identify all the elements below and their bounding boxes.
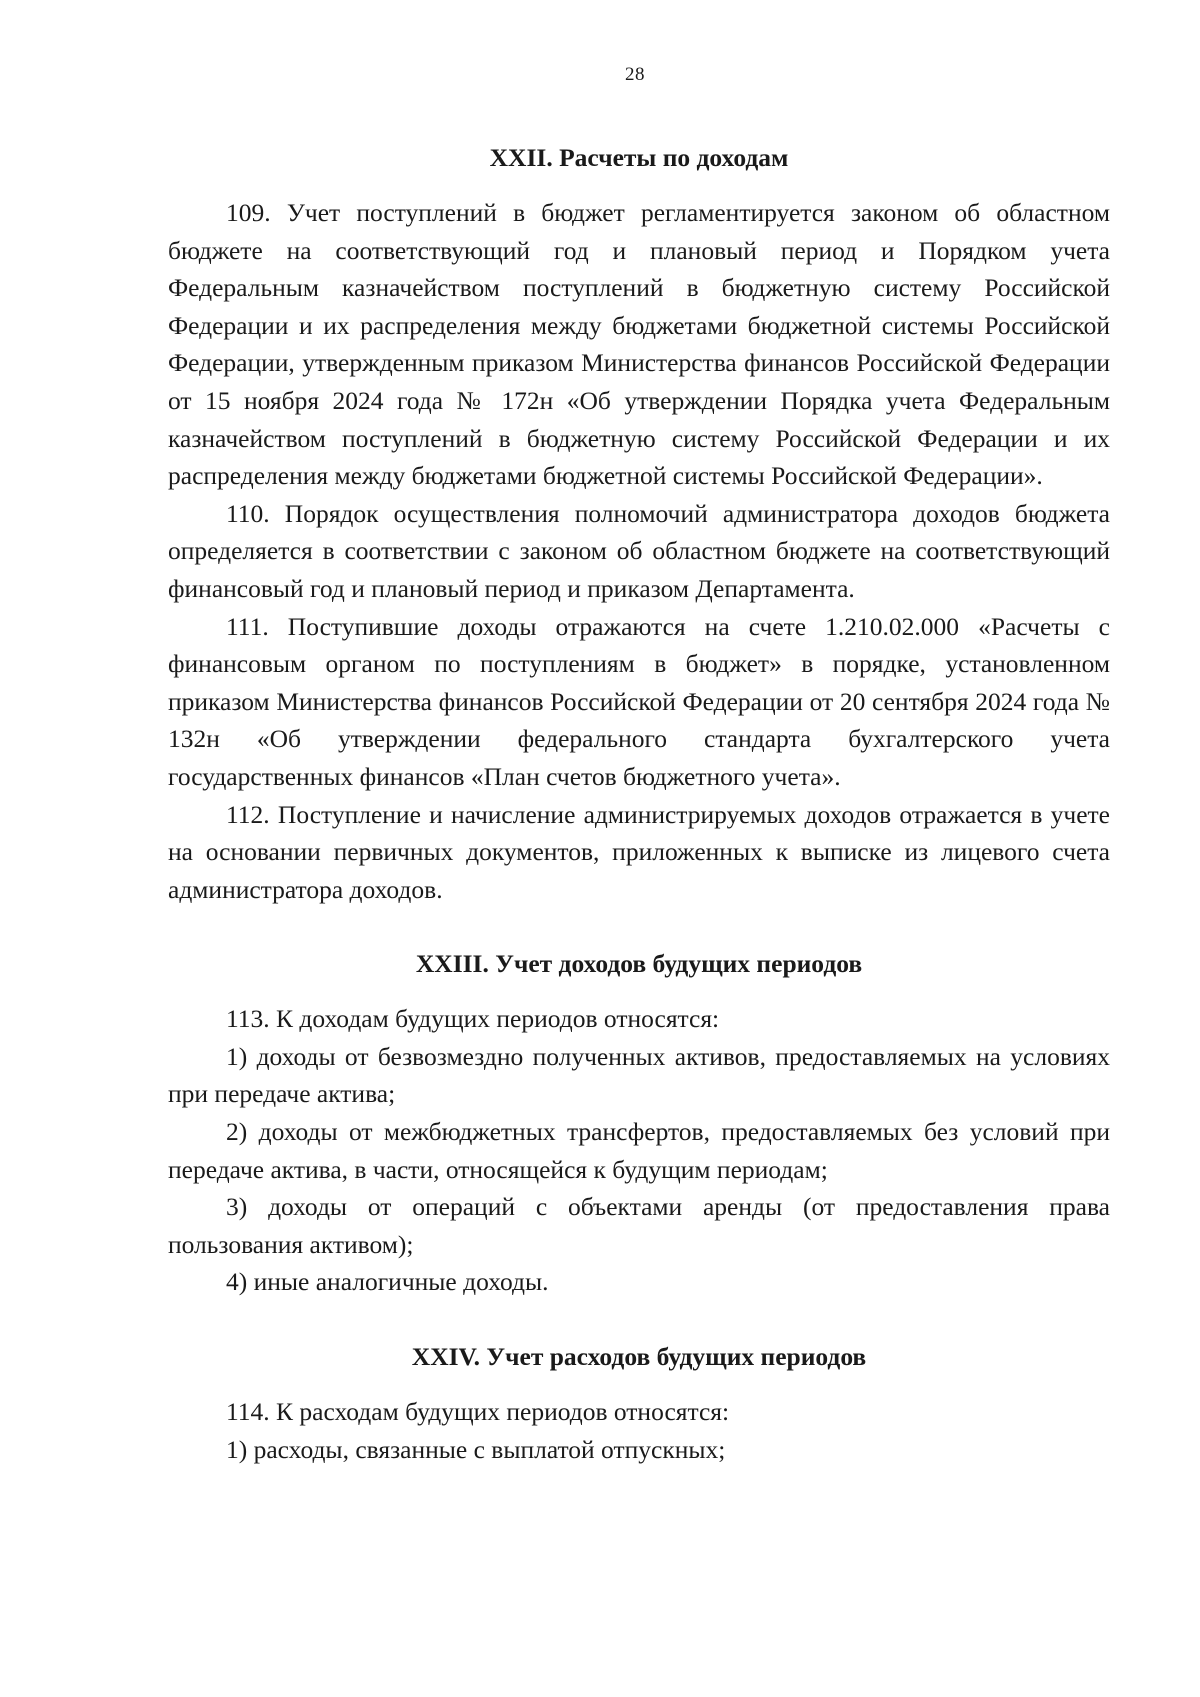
paragraph-110: 110. Порядок осуществления полномочий администратора доходов бюджета определяется в соответствии с законом об областном бюджете на соответствующий финансовый год и плановый период и приказом Департамента. [168,498,1110,603]
list-item-113-2: 2) доходы от межбюджетных трансфертов, предоставляемых без условий при передаче актива, в части, относящейся к будущим периодам; [168,1117,1110,1184]
list-item-113-4: 4) иные аналогичные доходы. [226,1267,549,1297]
section-heading-xxiv: XXIV. Учет расходов будущих периодов [411,1342,867,1372]
list-item-114-1: 1) расходы, связанные с выплатой отпускных; [226,1434,726,1464]
paragraph-112: 112. Поступление и начисление администрируемых доходов отражается в учете на основании первичных документов, приложенных к выписке из лицевого счета администратора доходов. [168,799,1110,904]
section-heading-xxiii: XXIII. Учет доходов будущих периодов [415,949,863,979]
page-number: 28 [625,64,645,85]
paragraph-113: 113. К доходам будущих периодов относятся: [226,1004,720,1034]
paragraph-111: 111. Поступившие доходы отражаются на счете 1.210.02.000 «Расчеты с финансовым органом по поступлениям в бюджет» в порядке, установленном приказом Министерства финансов Российской Федерации от 20 сентября 2024 года № 132н «Об утверждении федерального стандарта бухгалтерского учета государственных финансов «План счетов бюджетного учета». [168,611,1110,791]
document-body [168,140,1110,1468]
list-item-113-3: 3) доходы от операций с объектами аренды (от предоставления права пользования активом); [168,1192,1110,1259]
paragraph-109: 109. Учет поступлений в бюджет регламентируется законом об областном бюджете на соответствующий год и плановый период и Порядком учета Федеральным казначейством поступлений в бюджетную систему Российской Федерации и их распределения между бюджетами бюджетной системы Российской Федерации, утвержденным приказом Министерства финансов Российской Федерации от 15 ноября 2024 года № 172н «Об утверждении Порядка учета Федеральным казначейством поступлений в бюджетную систему Российской Федерации и их распределения между бюджетами бюджетной системы Российской Федерации». [168,198,1110,491]
section-heading-xxii: XXII. Расчеты по доходам [489,143,789,172]
paragraph-114: 114. К расходам будущих периодов относятся: [226,1397,730,1427]
list-item-113-1: 1) доходы от безвозмездно полученных активов, предоставляемых на условиях при передаче актива; [168,1041,1110,1109]
